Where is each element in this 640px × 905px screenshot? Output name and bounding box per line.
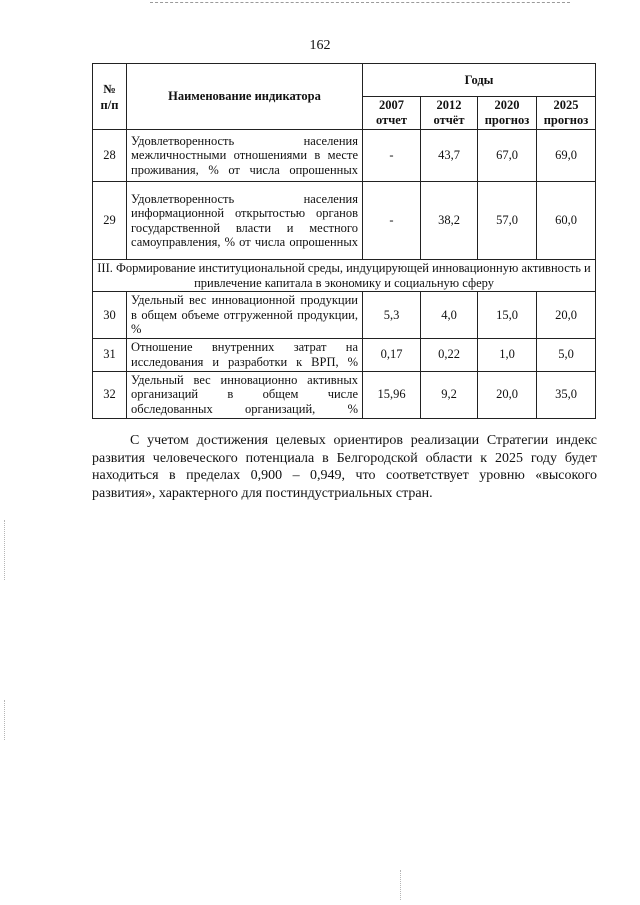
value-2020: 1,0 <box>478 338 537 371</box>
indicators-table <box>92 63 596 419</box>
value-2007: 0,17 <box>363 338 421 371</box>
year-label: 2020 <box>494 98 520 112</box>
table-row <box>93 371 596 418</box>
header-year-2007 <box>363 97 421 130</box>
value-2020: 57,0 <box>478 182 537 260</box>
year-kind: отчёт <box>433 113 465 127</box>
indicator-name: Отношение внутренних затрат на исследования и разработки к ВРП, % <box>127 338 363 371</box>
conclusion-paragraph: С учетом достижения целевых ориентиров реализации Стратегии индекс развития человеческого потенциала в Белгородской области к 2025 году будет находиться в пределах 0,900 – 0,949, что соответствует уровню «высокого развития», характерного для постиндустриальных стран. <box>92 433 597 501</box>
header-indicator-name: Наименование индикатора <box>127 64 363 130</box>
header-year-2020 <box>478 97 537 130</box>
section-row <box>93 260 596 292</box>
scan-edge-mark <box>4 700 5 740</box>
value-2020: 67,0 <box>478 130 537 182</box>
value-2007: - <box>363 182 421 260</box>
year-label: 2007 <box>379 98 404 112</box>
value-2025: 20,0 <box>537 292 596 339</box>
section-heading: III. Формирование институциональной среды, индуцирующей инновационную активность и привлечение капитала в экономику и социальную сферу <box>93 260 596 292</box>
year-label: 2025 <box>553 98 579 112</box>
table-row <box>93 130 596 182</box>
header-num-sub: п/п <box>100 97 119 112</box>
value-2025: 35,0 <box>537 371 596 418</box>
year-kind: прогноз <box>484 113 530 127</box>
header-year-2025 <box>537 97 596 130</box>
indicator-name: Удельный вес инновационно активных организаций в общем числе обследованных организаций, % <box>127 371 363 418</box>
row-number: 30 <box>93 292 127 339</box>
value-2025: 5,0 <box>537 338 596 371</box>
indicator-name: Удельный вес инновационной продукции в общем объеме отгруженной продукции, % <box>127 292 363 339</box>
header-years: Годы <box>363 64 596 97</box>
indicator-name: Удовлетворенность населения информационной открытостью органов государственной власти и местного самоуправления, % от числа опрошенных <box>127 182 363 260</box>
table-header-row <box>93 64 596 97</box>
row-number: 32 <box>93 371 127 418</box>
table-row <box>93 338 596 371</box>
page-number: 162 <box>309 38 331 53</box>
value-2020: 20,0 <box>478 371 537 418</box>
value-2012: 9,2 <box>421 371 478 418</box>
table-row <box>93 182 596 260</box>
indicator-name: Удовлетворенность населения межличностными отношениями в месте проживания, % от числа опрошенных <box>127 130 363 182</box>
value-2007: 15,96 <box>363 371 421 418</box>
row-number: 29 <box>93 182 127 260</box>
value-2020: 15,0 <box>478 292 537 339</box>
value-2012: 0,22 <box>421 338 478 371</box>
scan-bottom-mark <box>400 870 401 900</box>
scan-top-rule <box>150 2 570 3</box>
year-label: 2012 <box>436 98 462 112</box>
header-year-2012 <box>421 97 478 130</box>
value-2007: - <box>363 130 421 182</box>
row-number: 28 <box>93 130 127 182</box>
value-2025: 69,0 <box>537 130 596 182</box>
value-2012: 4,0 <box>421 292 478 339</box>
value-2012: 43,7 <box>421 130 478 182</box>
header-num <box>93 64 127 130</box>
table-row <box>93 292 596 339</box>
header-num-sign: № <box>103 81 116 96</box>
row-number: 31 <box>93 338 127 371</box>
scan-edge-mark <box>4 520 5 580</box>
year-kind: прогноз <box>543 113 589 127</box>
value-2012: 38,2 <box>421 182 478 260</box>
value-2007: 5,3 <box>363 292 421 339</box>
year-kind: отчет <box>376 113 407 127</box>
value-2025: 60,0 <box>537 182 596 260</box>
